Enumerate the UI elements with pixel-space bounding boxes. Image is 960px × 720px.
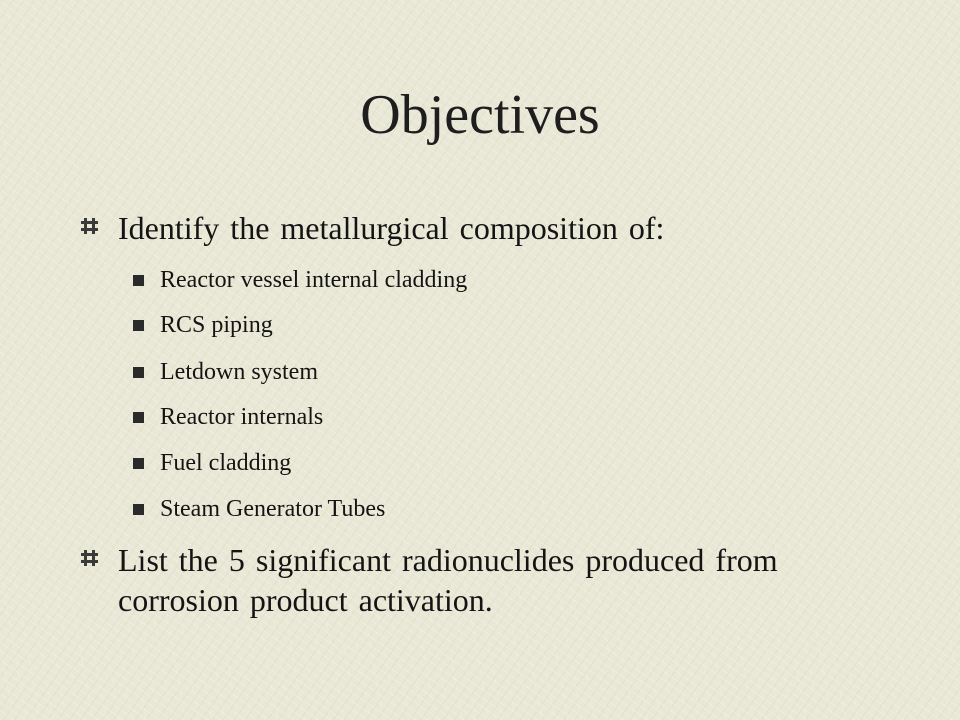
sub-bullet-text: Letdown system [160,359,318,385]
bullet-text: List the 5 significant radionuclides produced from corrosion product activation. [118,542,778,618]
sub-bullet-text: RCS piping [160,312,273,338]
sub-bullet-text: Fuel cladding [160,450,292,476]
bullet-item [80,208,880,248]
hash-bullet-icon [80,216,100,236]
sub-bullet-item [133,265,853,295]
bullet-text: Identify the metallurgical composition of: [118,210,665,246]
sub-bullet-item [133,402,853,432]
sub-bullet-item [133,494,853,524]
sub-bullet-text: Reactor internals [160,404,324,430]
square-bullet-icon [133,412,144,423]
sub-bullet-item [133,357,853,387]
square-bullet-icon [133,458,144,469]
sub-bullet-text: Steam Generator Tubes [160,496,386,522]
sub-bullet-item [133,448,853,478]
square-bullet-icon [133,275,144,286]
square-bullet-icon [133,504,144,515]
sub-bullet-text: Reactor vessel internal cladding [160,267,468,293]
sub-bullet-item [133,310,853,340]
square-bullet-icon [133,367,144,378]
hash-bullet-icon [80,548,100,568]
square-bullet-icon [133,320,144,331]
bullet-item [80,540,880,620]
slide-title: Objectives [360,84,600,146]
